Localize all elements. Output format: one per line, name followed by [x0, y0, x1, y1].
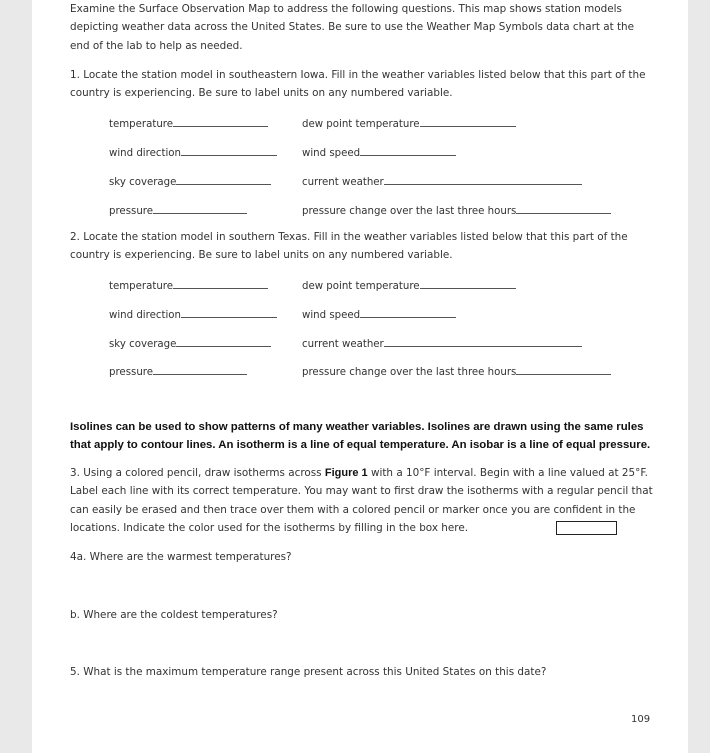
- q1-dew-point-field[interactable]: [302, 116, 516, 130]
- q2-dew-point-field[interactable]: [302, 278, 516, 292]
- q1-sky-coverage-blank[interactable]: [176, 174, 271, 185]
- q2-wind-direction-blank[interactable]: [181, 307, 277, 318]
- intro-paragraph: Examine the Surface Observation Map to address the following questions. This map shows station models depicting weather data across the United States. Be sure to use the Weather Map Symbols data chart at the end of the lab to help as needed.: [70, 3, 635, 52]
- page-number: 109: [631, 714, 651, 725]
- q1-wind-direction-field[interactable]: [109, 145, 277, 159]
- q2-pressure-field[interactable]: [109, 364, 247, 378]
- q2-sky-coverage-label: sky coverage: [109, 339, 177, 350]
- q1-pressure-change-blank[interactable]: [516, 203, 611, 214]
- isolines-note: Isolines can be used to show patterns of many weather variables. Isolines are drawn using the same rules that apply to contour lines. An isotherm is a line of equal temperature. An isobar is a line of equal pressure.: [70, 421, 651, 452]
- q1-temperature-blank[interactable]: [173, 116, 268, 127]
- q1-wind-speed-label: wind speed: [302, 148, 361, 159]
- q1-current-weather-field[interactable]: [302, 174, 582, 188]
- q1-pressure-change-label: pressure change over the last three hours: [302, 206, 517, 217]
- worksheet-page: [32, 0, 688, 753]
- q2-wind-speed-label: wind speed: [302, 310, 361, 321]
- q2-temperature-label: temperature: [109, 281, 174, 292]
- q2-sky-coverage-blank[interactable]: [176, 336, 271, 347]
- q1-temperature-field[interactable]: [109, 116, 268, 130]
- q2-sky-coverage-field[interactable]: [109, 336, 271, 350]
- isotherm-color-box[interactable]: [556, 521, 617, 535]
- q1-pressure-label: pressure: [109, 206, 154, 217]
- question-2-text: 2. Locate the station model in southern Texas. Fill in the weather variables listed below that this part of the country is experiencing. Be sure to label units on any numbered variable.: [70, 231, 628, 262]
- question-4b-text: b. Where are the coldest temperatures?: [70, 609, 278, 621]
- q2-current-weather-field[interactable]: [302, 336, 582, 350]
- q3-text-start: 3. Using a colored pencil, draw isotherms across: [70, 467, 325, 479]
- q2-wind-direction-field[interactable]: [109, 307, 277, 321]
- q2-pressure-change-blank[interactable]: [516, 364, 611, 375]
- q2-pressure-label: pressure: [109, 367, 154, 378]
- q1-wind-speed-blank[interactable]: [360, 145, 456, 156]
- q1-wind-direction-label: wind direction: [109, 148, 181, 159]
- q1-dew-point-label: dew point temperature: [302, 119, 420, 130]
- q2-temperature-blank[interactable]: [173, 278, 268, 289]
- q2-dew-point-label: dew point temperature: [302, 281, 420, 292]
- q1-wind-speed-field[interactable]: [302, 145, 456, 159]
- question-4a-text: 4a. Where are the warmest temperatures?: [70, 551, 292, 563]
- q1-current-weather-label: current weather: [302, 177, 384, 188]
- q2-temperature-field[interactable]: [109, 278, 268, 292]
- q1-temperature-label: temperature: [109, 119, 174, 130]
- q1-pressure-change-field[interactable]: [302, 203, 611, 217]
- q2-current-weather-blank[interactable]: [384, 336, 582, 347]
- q1-sky-coverage-field[interactable]: [109, 174, 271, 188]
- q1-dew-point-blank[interactable]: [420, 116, 516, 127]
- q2-wind-speed-blank[interactable]: [360, 307, 456, 318]
- q2-dew-point-blank[interactable]: [420, 278, 516, 289]
- figure-1-reference: Figure 1: [324, 467, 368, 479]
- q1-pressure-blank[interactable]: [153, 203, 247, 214]
- q1-sky-coverage-label: sky coverage: [109, 177, 177, 188]
- question-1-text: 1. Locate the station model in southeastern Iowa. Fill in the weather variables listed below that this part of the country is experiencing. Be sure to label units on any numbered variable.: [70, 69, 646, 100]
- q2-wind-direction-label: wind direction: [109, 310, 181, 321]
- q1-wind-direction-blank[interactable]: [181, 145, 277, 156]
- q3-text-end: with a 10°F interval. Begin with a line valued at 25°F. Label each line with its correct temperature. You may want to first draw the isotherms with a regular pencil that can easily be erased and then trace over them with a colored pencil or marker once you are confident in the locations. Indicate the color used for the isotherms by filling in the box here.: [70, 467, 653, 535]
- q2-pressure-change-label: pressure change over the last three hours: [302, 367, 517, 378]
- q1-pressure-field[interactable]: [109, 203, 247, 217]
- q1-current-weather-blank[interactable]: [384, 174, 582, 185]
- q2-wind-speed-field[interactable]: [302, 307, 456, 321]
- q2-pressure-change-field[interactable]: [302, 364, 611, 378]
- q2-pressure-blank[interactable]: [153, 364, 247, 375]
- q2-current-weather-label: current weather: [302, 339, 384, 350]
- question-5-text: 5. What is the maximum temperature range present across this United States on this date?: [70, 666, 547, 678]
